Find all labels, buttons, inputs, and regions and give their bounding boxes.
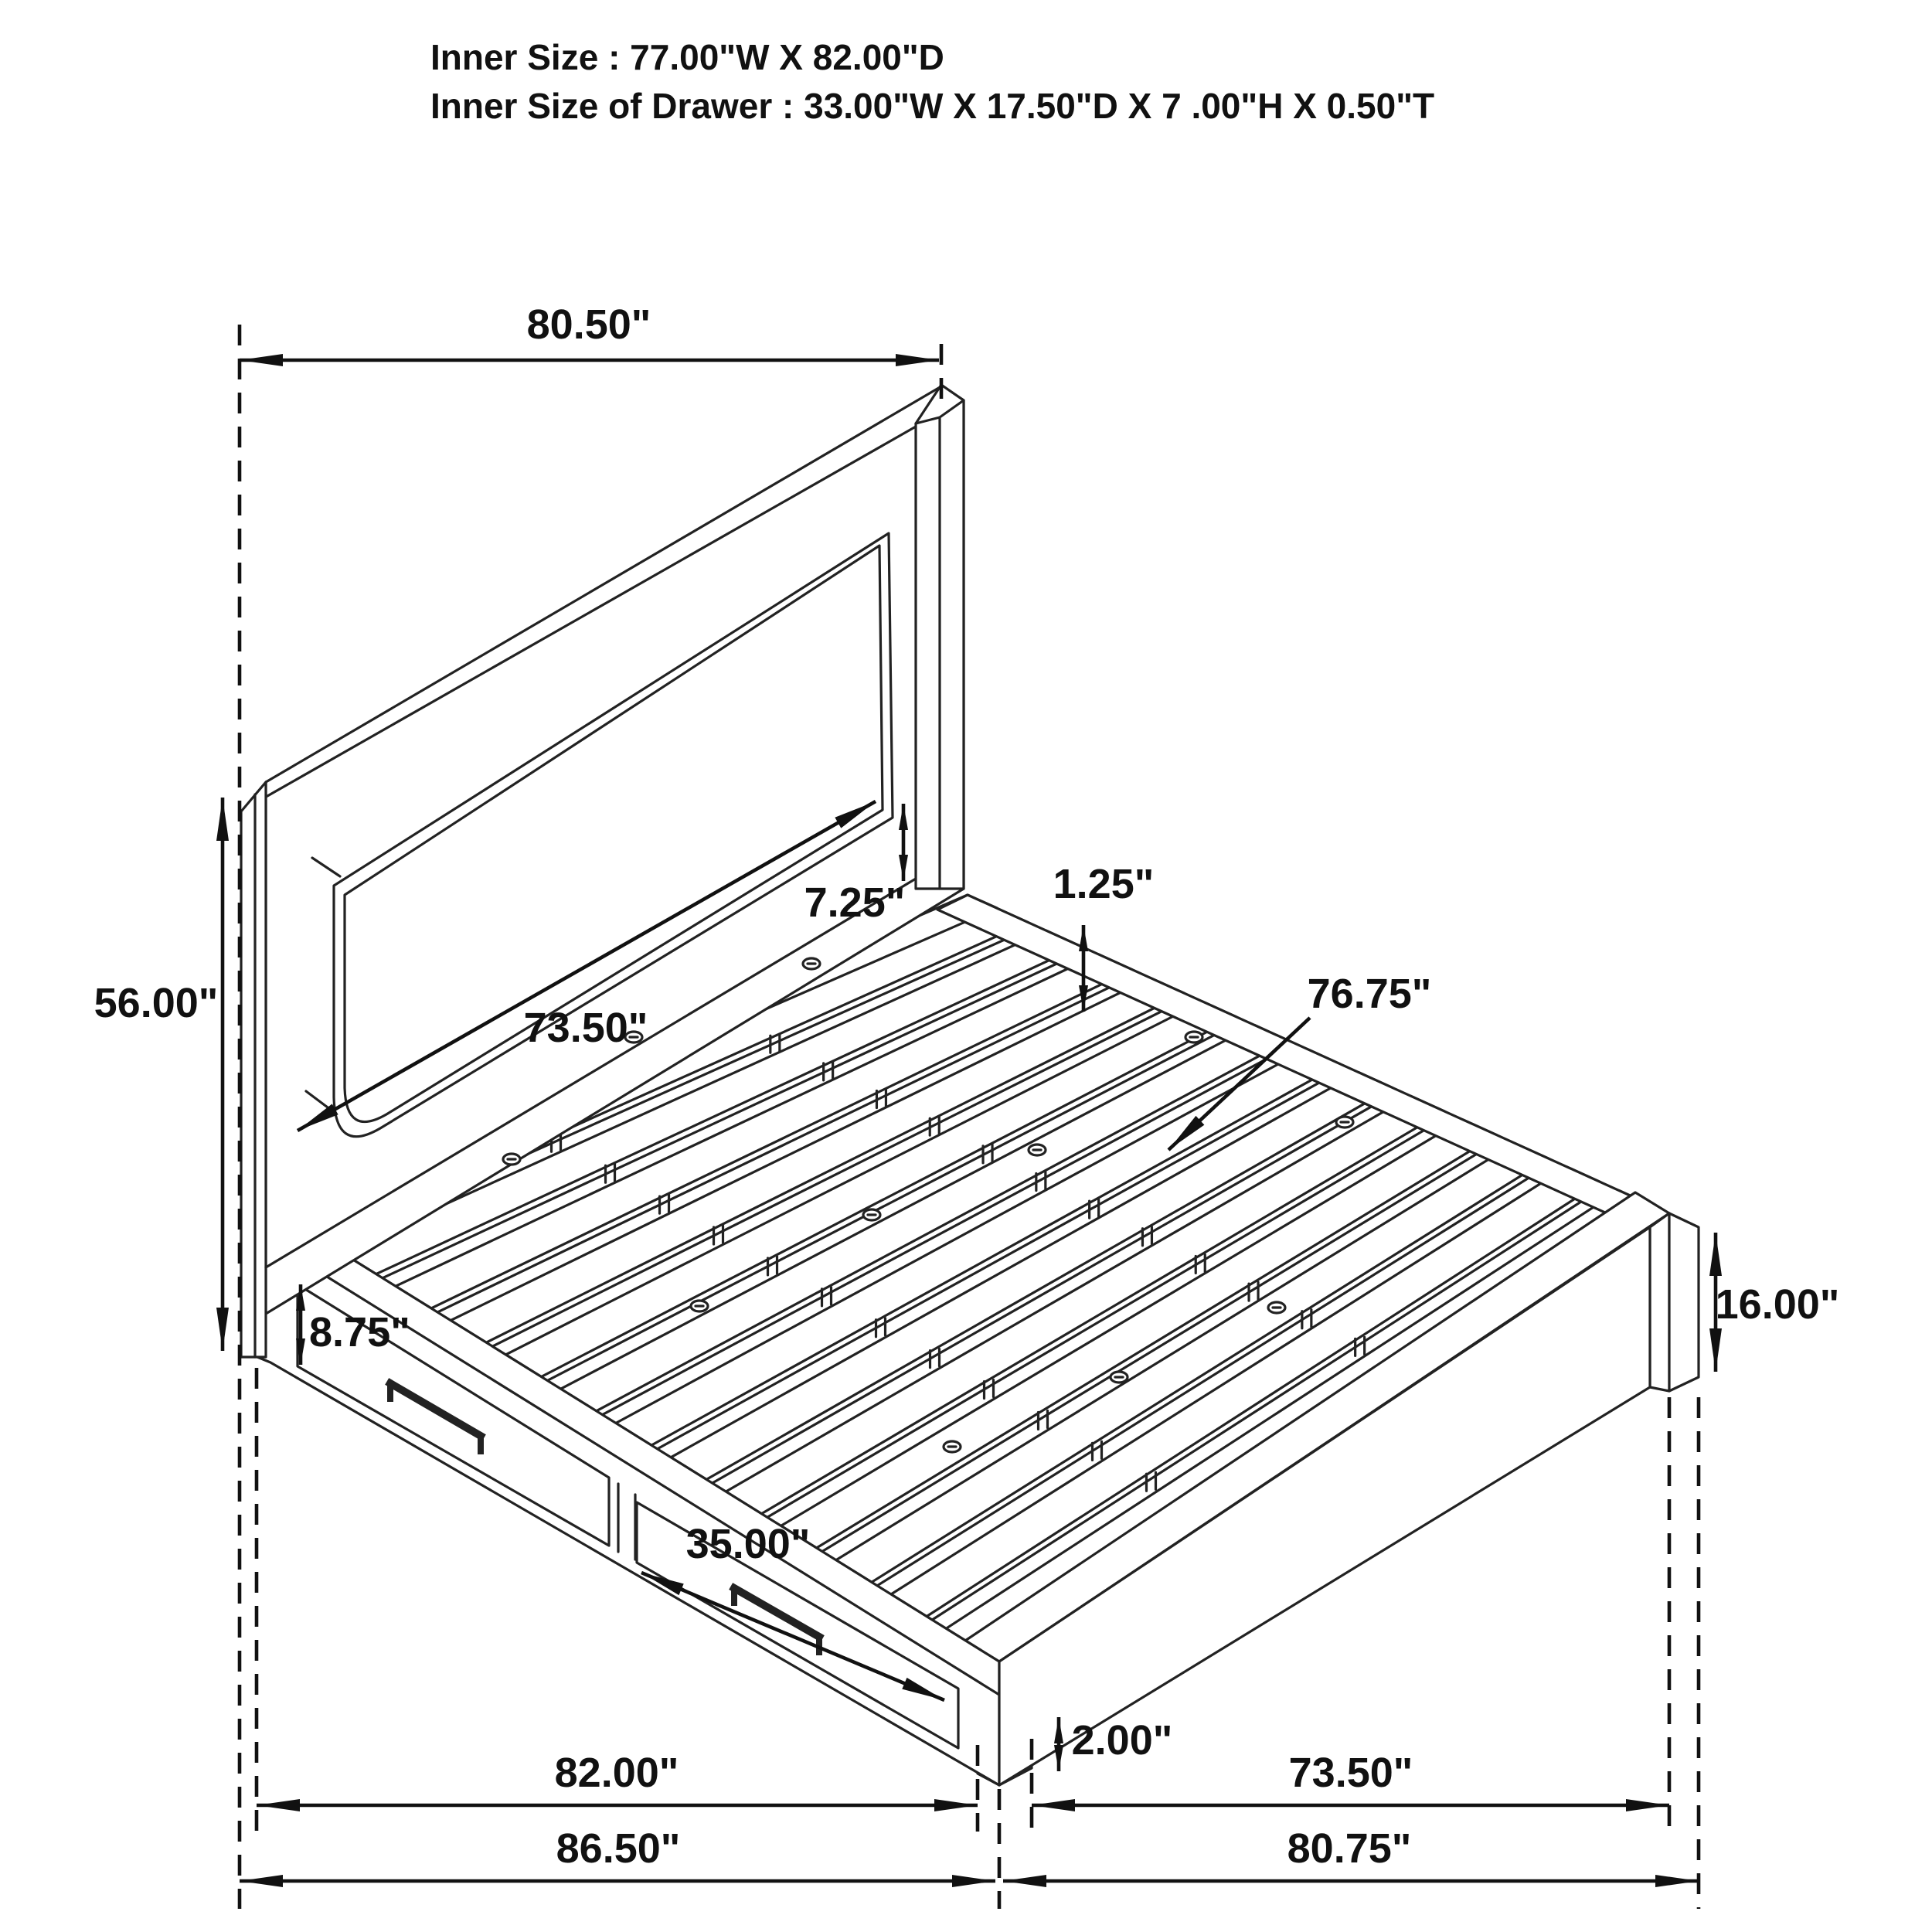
dim-label-footboard-height: 16.00" bbox=[1715, 1281, 1840, 1328]
headboard-left-post bbox=[241, 782, 266, 1357]
headboard bbox=[241, 385, 964, 1357]
dim-label-panel-to-slat: 7.25" bbox=[804, 879, 906, 926]
dim-label-side-rail-length: 82.00" bbox=[554, 1750, 679, 1796]
dim-label-panel-width: 73.50" bbox=[523, 1005, 648, 1051]
dim-label-headboard-width: 80.50" bbox=[526, 301, 651, 348]
title-line-2: Inner Size of Drawer : 33.00"W X 17.50"D X 7 .00"H X 0.50"T bbox=[430, 86, 1435, 126]
dim-label-overall-length: 86.50" bbox=[556, 1825, 681, 1872]
title-line-1: Inner Size : 77.00"W X 82.00"D bbox=[430, 37, 944, 77]
slat-spacer-ticks bbox=[552, 1034, 1365, 1491]
dim-label-foot-rail-length: 73.50" bbox=[1288, 1750, 1413, 1796]
title-block bbox=[430, 37, 1434, 126]
side-rail bbox=[257, 1200, 999, 1785]
dim-label-slat-length: 76.75" bbox=[1307, 971, 1432, 1017]
dim-label-drawer-height: 8.75" bbox=[309, 1309, 410, 1355]
dim-label-slat-thickness: 1.25" bbox=[1053, 861, 1155, 907]
dim-label-headboard-height: 56.00" bbox=[94, 980, 219, 1026]
dim-label-overall-width: 80.75" bbox=[1287, 1825, 1412, 1872]
dim-label-drawer-width: 35.00" bbox=[685, 1521, 811, 1567]
right-leg bbox=[1650, 1213, 1699, 1391]
dim-label-ground-clearance: 2.00" bbox=[1071, 1717, 1173, 1764]
